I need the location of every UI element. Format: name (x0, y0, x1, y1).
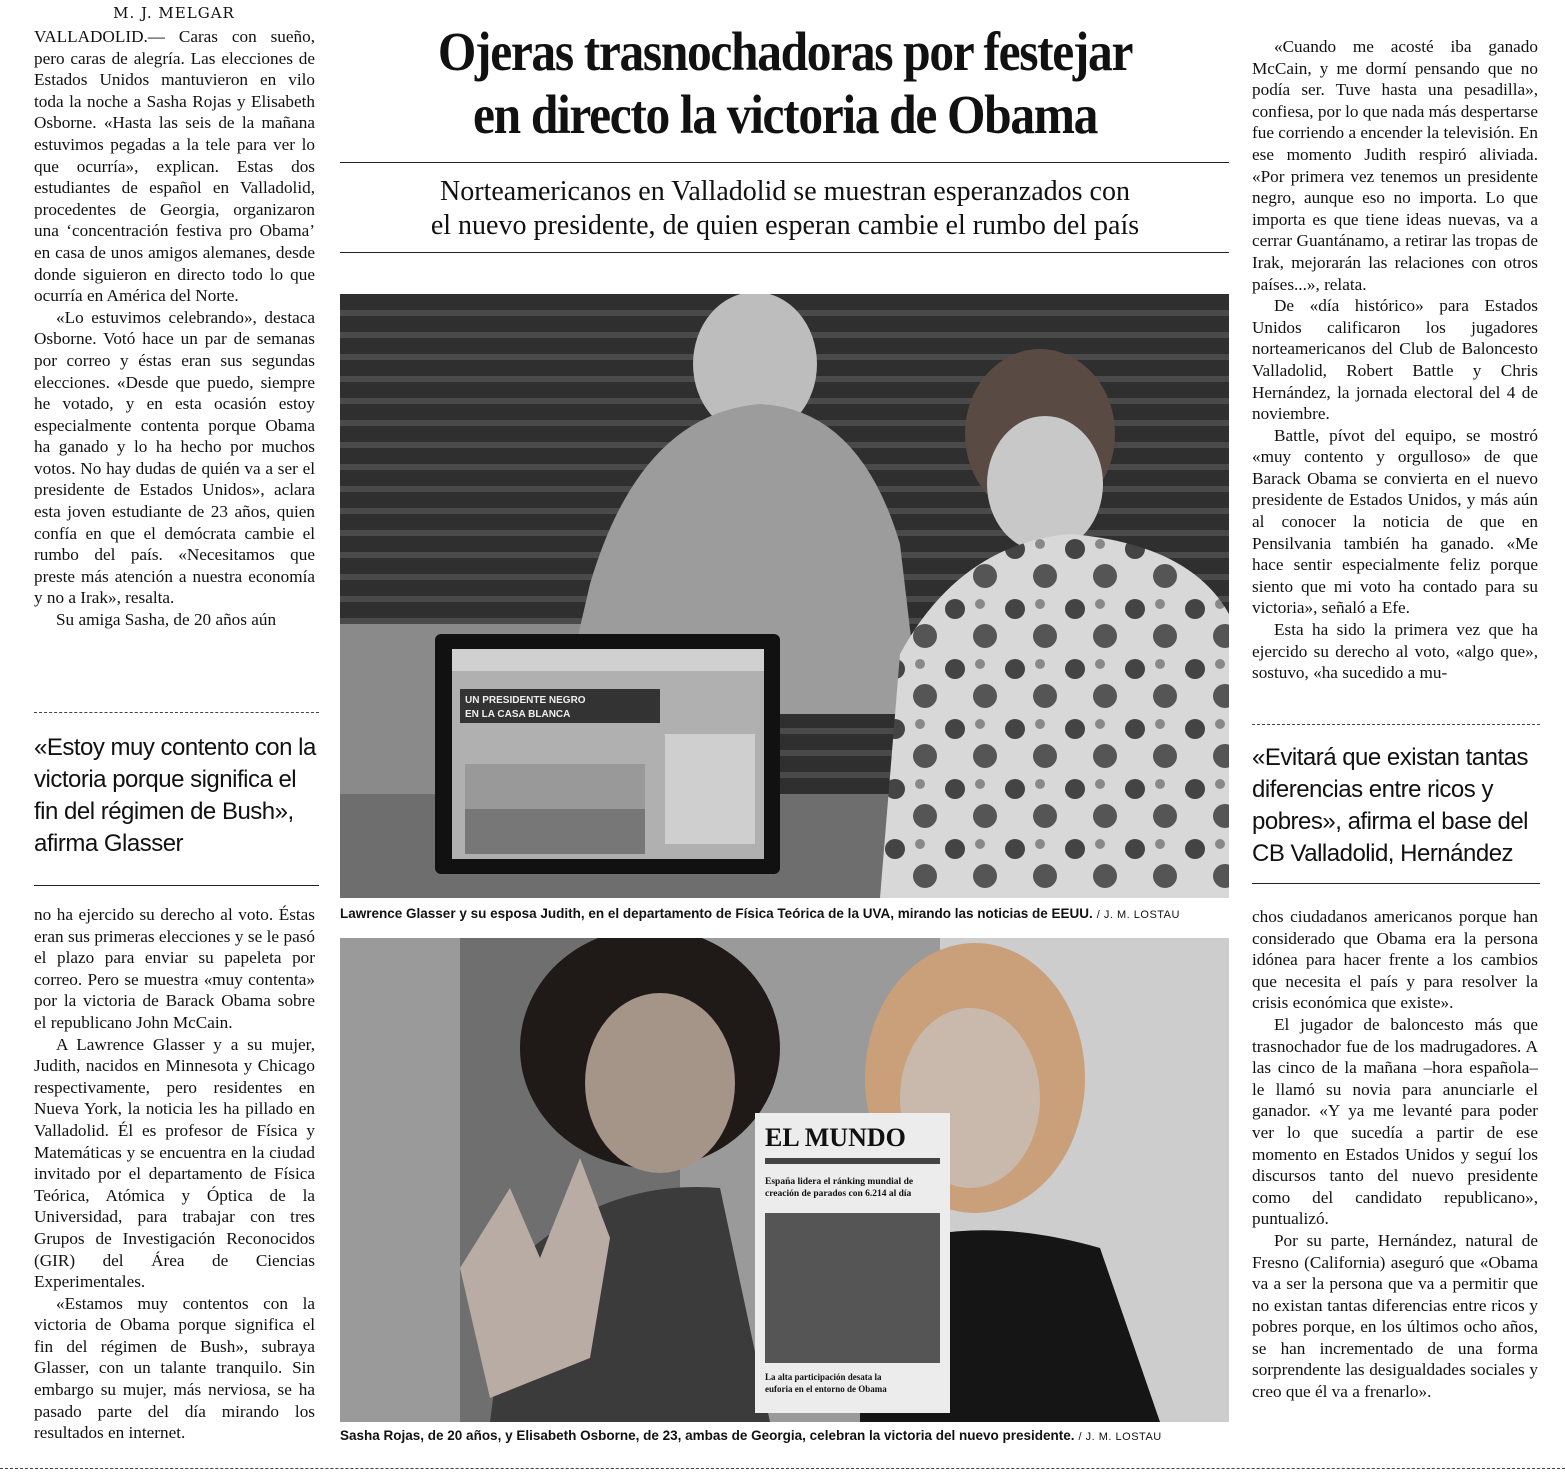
right-column-bottom (1252, 906, 1538, 1403)
newspaper-subhead-line: euforia en el entorno de Obama (765, 1384, 887, 1394)
headline-line: en directo la victoria de Obama (472, 84, 1098, 145)
paragraph: chos ciudadanos americanos porque han considerado que Obama era la persona idónea para hacer frente a los cambios que necesita el país y para resolver la crisis económica que existe». (1252, 907, 1538, 1013)
divider (1252, 724, 1540, 725)
headline (385, 20, 1186, 146)
paragraph: Esta ha sido la primera vez que ha ejercido su derecho al voto, «algo que», sostuvo, «ha sucedido a mu- (1252, 620, 1538, 683)
photo-caption (340, 1428, 1162, 1443)
paragraph: Battle, pívot del equipo, se mostró «muy contento y orgulloso» de que Barack Obama se convierta en el nuevo presidente de Estados Unidos, y más aún al conocer la noticia de que en Pensilvania también ha ganado. «Me hace sentir especialmente feliz porque siento que mi voto ha contado para su victoria», señaló a Efe. (1252, 425, 1538, 618)
paragraph: Su amiga Sasha, de 20 años aún (56, 610, 277, 630)
paragraph: A Lawrence Glasser y a su mujer, Judith, nacidos en Minnesota y Chicago respectivamente, pero residentes en Nueva York, la noticia les ha pillado en Valladolid. Él es profesor de Física y Matemáticas y se encuentra en la ciudad invitado por el departamento de Física Teórica, Atómica y Óptica de la Universidad, para trabajar con tres Grupos de Investigación Reconocidos (GIR) del Área de Ciencias Experimentales. (34, 1034, 315, 1292)
headline-line: Ojeras trasnochadoras por festejar (437, 21, 1133, 82)
divider (340, 162, 1229, 163)
left-column-top (34, 26, 315, 631)
photo-credit: / J. M. LOSTAU (1078, 1431, 1162, 1443)
page-edge (0, 1468, 1565, 1469)
newspaper-headline-line: creación de parados con 6.214 al día (765, 1189, 912, 1199)
newspaper-subhead-line: La alta participación desata la (765, 1372, 882, 1382)
newspaper-headline-line: España lidera el ránking mundial de (765, 1177, 914, 1187)
photo-glasser-couple (340, 294, 1229, 898)
subheadline-line: el nuevo presidente, de quien esperan cambie el rumbo del país (430, 210, 1140, 241)
paragraph: «Cuando me acosté iba ganado McCain, y me dormí pensando que no podía ser. Tuve hasta una pesadilla», confiesa, por lo que nada más despertarse fue corriendo a encender la televisión. En ese momento Judith respiró aliviada. «Por primera vez tenemos un presidente negro, aunque eso no importa. Lo que importa es que tiene ideas nuevas, va a cerrar Guantánamo, a retirar las tropas de Irak, mejorarán las relaciones con otros países...», relata. (1252, 37, 1538, 294)
byline: M. J. MELGAR (113, 4, 235, 22)
subheadline-line: Norteamericanos en Valladolid se muestran esperanzados con (440, 176, 1130, 207)
caption-text: Sasha Rojas, de 20 años, y Elisabeth Osborne, de 23, ambas de Georgia, celebran la victoria del nuevo presidente. (340, 1428, 1075, 1443)
subheadline (345, 175, 1225, 243)
pull-quote-left: «Estoy muy contento con la victoria porque significa el fin del régimen de Bush», afirma Glasser (34, 734, 316, 857)
paragraph: De «día histórico» para Estados Unidos calificaron los jugadores norteamericanos del Club de Baloncesto Valladolid, Robert Battle y Chris Hernández, la jornada electoral del 4 de noviembre. (1252, 296, 1538, 424)
paragraph: Por su parte, Hernández, natural de Fresno (California) aseguró que «Obama va a ser la persona que va a permitir que no existan tantas diferencias entre ricos y pobres porque, en los últimos ocho años, se han incrementado de una forma sorprendente las desigualdades sociales y creo que él va a frenarlo». (1252, 1230, 1538, 1402)
laptop-screen-headline-line: EN LA CASA BLANCA (465, 709, 571, 720)
paragraph: «Lo estuvimos celebrando», destaca Osborne. Votó hace un par de semanas por correo y éstas eran sus segundas elecciones. «Desde que puedo, siempre he votado, y en esta ocasión estoy especialmente contenta porque Obama ha ganado y lo ha hecho por muchos votos. No hay dudas de quién va a ser el presidente de Estados Unidos», aclara esta joven estudiante de 23 años, quien confía en que el demócrata cambie el rumbo del país. «Necesitamos que preste más atención a nuestra economía y no a Irak», resalta. (34, 307, 315, 608)
caption-text: Lawrence Glasser y su esposa Judith, en el departamento de Física Teórica de la UVA, mirando las noticias de EEUU. (340, 906, 1093, 921)
divider (34, 712, 319, 713)
pull-quote-right: «Evitará que existan tantas diferencias entre ricos y pobres», afirma el base del CB Valladolid, Hernández (1252, 744, 1529, 867)
left-column-bottom (34, 904, 315, 1444)
newspaper-masthead: EL MUNDO (765, 1123, 906, 1152)
paragraph: no ha ejercido su derecho al voto. Éstas eran sus primeras elecciones y se le pasó el plazo para enviar su papeleta por correo. Pero se muestra «muy contenta» por la victoria de Barack Obama sobre el republicano John McCain. (34, 905, 315, 1032)
photo-sasha-elisabeth (340, 938, 1229, 1422)
paragraph: VALLADOLID.— Caras con sueño, pero caras de alegría. Las elecciones de Estados Unidos mantuvieron en vilo toda la noche a Sasha Rojas y Elisabeth Osborne. «Hasta las seis de la mañana estuvimos pegadas a la tele para ver lo que ocurría», explican. Estas dos estudiantes de español en Valladolid, procedentes de Georgia, organizaron una ‘concentración festiva pro Obama’ en casa de unos amigos alemanes, desde donde siguieron en directo todo lo que ocurría en América del Norte. (34, 27, 315, 306)
photo-caption (340, 906, 1180, 921)
divider (340, 252, 1229, 253)
divider (34, 885, 319, 886)
photo-credit: / J. M. LOSTAU (1096, 909, 1180, 921)
photo-illustration (340, 938, 1229, 1422)
paragraph: «Estamos muy contentos con la victoria de Obama porque significa el fin del régimen de Bush», subraya Glasser, con un talante tranquilo. Sin embargo su mujer, más nerviosa, se ha pasado parte del día mirando los resultados en internet. (34, 1293, 315, 1443)
photo-illustration (340, 294, 1229, 898)
divider (1252, 883, 1540, 884)
laptop-screen-headline-line: UN PRESIDENTE NEGRO (465, 695, 586, 706)
paragraph: El jugador de baloncesto más que trasnochador fue de los madrugadores. A las cinco de la mañana –hora española– le llamó su novia para anunciarle el ganador. «Y ya me levanté para poder ver lo que sucedía a partir de ese momento en Estados Unidos y seguí los discursos tanto del nuevo presidente como del candidato republicano», puntualizó. (1252, 1014, 1538, 1229)
right-column-top (1252, 36, 1538, 684)
